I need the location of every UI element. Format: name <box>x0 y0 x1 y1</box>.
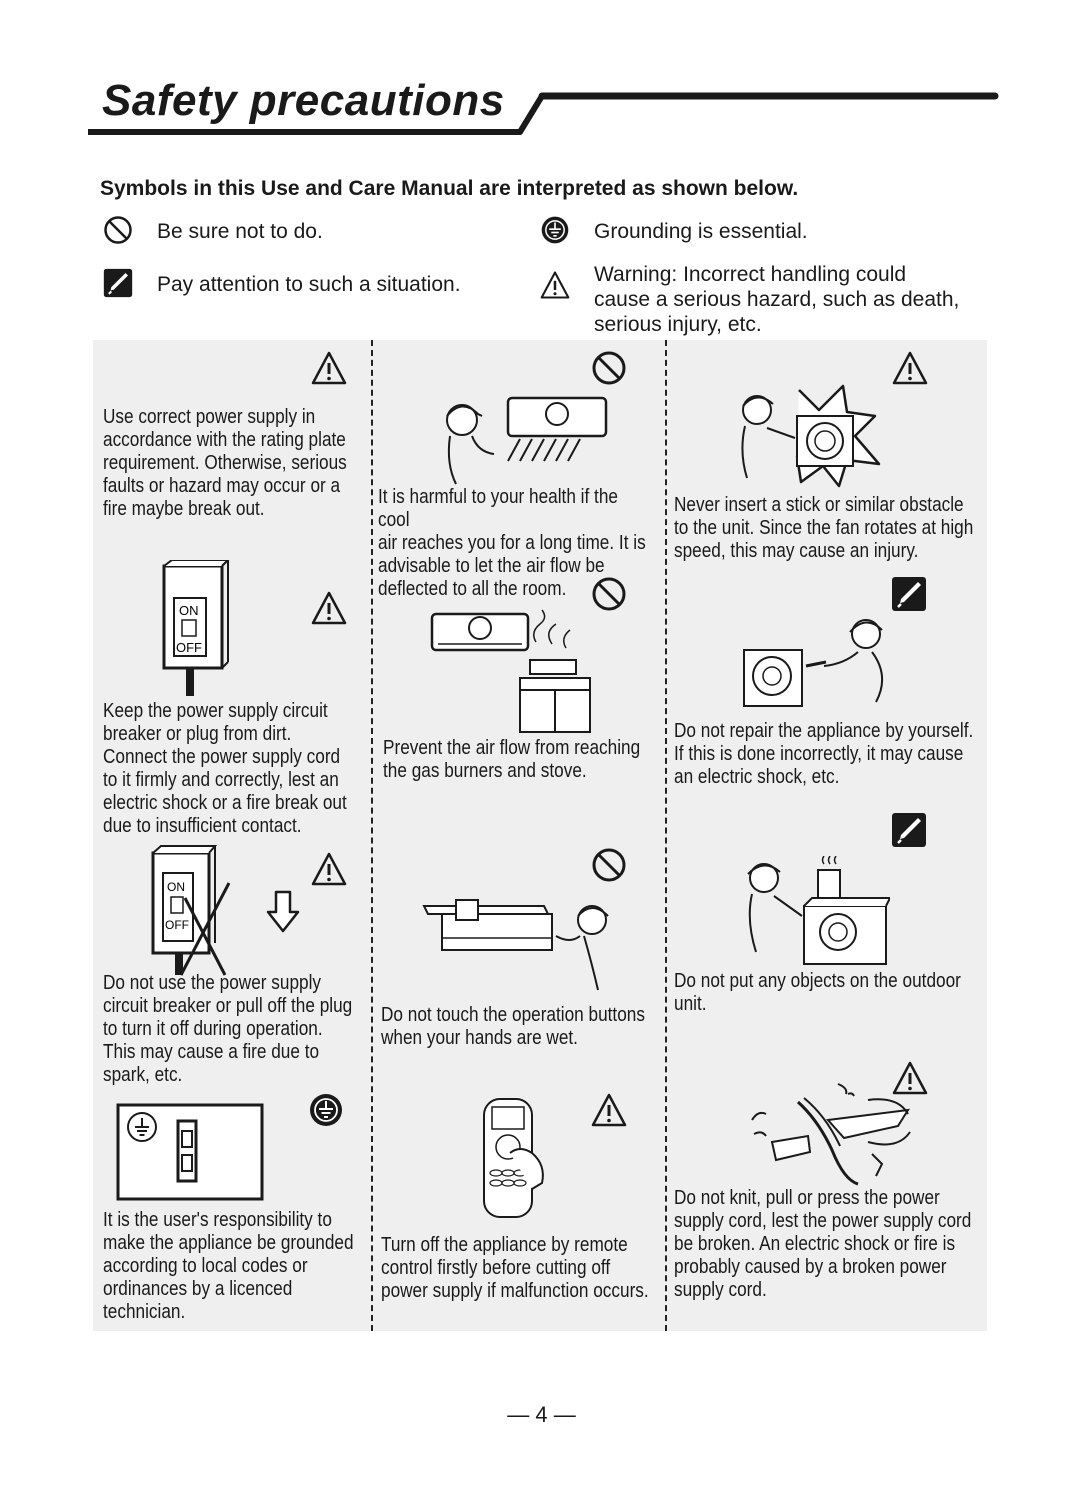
legend-label: Warning: Incorrect handling could cause a serious hazard, such as death, serious injury, etc. <box>594 263 960 336</box>
precaution-text: Use correct power supply in accordance with the rating plate requirement. Otherwise, serious faults or hazard may occur or a fire maybe break out. <box>103 406 347 520</box>
attention-icon <box>891 812 927 848</box>
precaution-text: It is the user's responsibility to make the appliance be grounded according to local codes or ordinances by a licenced technician. <box>103 1209 354 1323</box>
objects-on-unit-illustration <box>740 856 890 966</box>
prohibition-icon <box>591 847 627 883</box>
prohibition-icon <box>591 576 627 612</box>
switch-illustration <box>150 560 240 700</box>
precaution-text: Prevent the air flow from reaching the gas burners and stove. <box>383 737 641 782</box>
warning-icon <box>311 350 347 386</box>
column-divider <box>665 340 667 1331</box>
warning-icon <box>311 851 347 887</box>
precaution-text: Do not touch the operation buttons when your hands are wet. <box>381 1004 645 1049</box>
precaution-text: Do not knit, pull or press the power supply cord, lest the power supply cord be broken. An electric shock or fire is probably caused by a broken power supply cord. <box>674 1187 972 1301</box>
precaution-text: Never insert a stick or similar obstacle to the unit. Since the fan rotates at high speed, this may cause an injury. <box>674 494 974 562</box>
precaution-text: Do not repair the appliance by yourself. If this is done incorrectly, it may cause an electric shock, etc. <box>674 720 974 788</box>
stick-in-fan-illustration <box>735 382 885 492</box>
legend-label: Pay attention to such a situation. <box>157 273 461 296</box>
warning-icon <box>540 270 570 300</box>
switch-on-label: ON <box>179 603 199 618</box>
page-title: Safety precautions <box>102 76 505 125</box>
legend-warning <box>540 262 959 337</box>
warning-icon <box>591 1092 627 1128</box>
precaution-text: It is harmful to your health if the cool air reaches you for a long time. It is advisable to let the air flow be deflected to all the room. <box>378 486 646 600</box>
svg-text:ON: ON <box>167 880 185 894</box>
warning-icon <box>311 590 347 626</box>
legend-label: Be sure not to do. <box>157 220 323 243</box>
repair-illustration <box>740 612 900 712</box>
attention-icon <box>891 576 927 612</box>
grounded-outlet-illustration <box>116 1103 266 1203</box>
precaution-text: Turn off the appliance by remote control firstly before cutting off power supply if malfunction occurs. <box>381 1234 649 1302</box>
switch-off-label: OFF <box>176 640 202 655</box>
grounding-icon <box>540 215 570 245</box>
person-under-ac-illustration <box>438 394 618 489</box>
down-arrow-icon <box>266 890 300 934</box>
legend-prohibit <box>103 219 323 245</box>
prohibition-icon <box>103 215 133 245</box>
symbols-intro: Symbols in this Use and Care Manual are interpreted as shown below. <box>100 177 799 200</box>
svg-text:OFF: OFF <box>165 918 189 932</box>
precaution-text: Do not use the power supply circuit breaker or pull off the plug to turn it off during operation. This may cause a fire due to spark, etc. <box>103 972 353 1086</box>
ac-over-stove-illustration <box>428 608 608 738</box>
warning-icon <box>892 350 928 386</box>
remote-control-illustration <box>480 1095 570 1223</box>
legend-ground <box>540 219 808 245</box>
attention-icon <box>103 268 133 298</box>
prohibition-icon <box>591 350 627 386</box>
damaged-cord-illustration <box>748 1080 918 1190</box>
legend-label: Grounding is essential. <box>594 220 808 243</box>
page-number: — 4 — <box>507 1402 576 1427</box>
precaution-text: Keep the power supply circuit breaker or plug from dirt. Connect the power supply cord to it firmly and correctly, lest an electric shock or a fire break out due to insufficient contact. <box>103 700 347 837</box>
grounding-icon <box>308 1092 344 1128</box>
legend-attention <box>103 272 461 298</box>
wet-hands-ac-illustration <box>420 894 620 994</box>
column-divider <box>371 340 373 1331</box>
precaution-text: Do not put any objects on the outdoor unit. <box>674 970 961 1015</box>
switch-crossed-illustration <box>145 843 245 978</box>
title-underline <box>0 0 1083 150</box>
